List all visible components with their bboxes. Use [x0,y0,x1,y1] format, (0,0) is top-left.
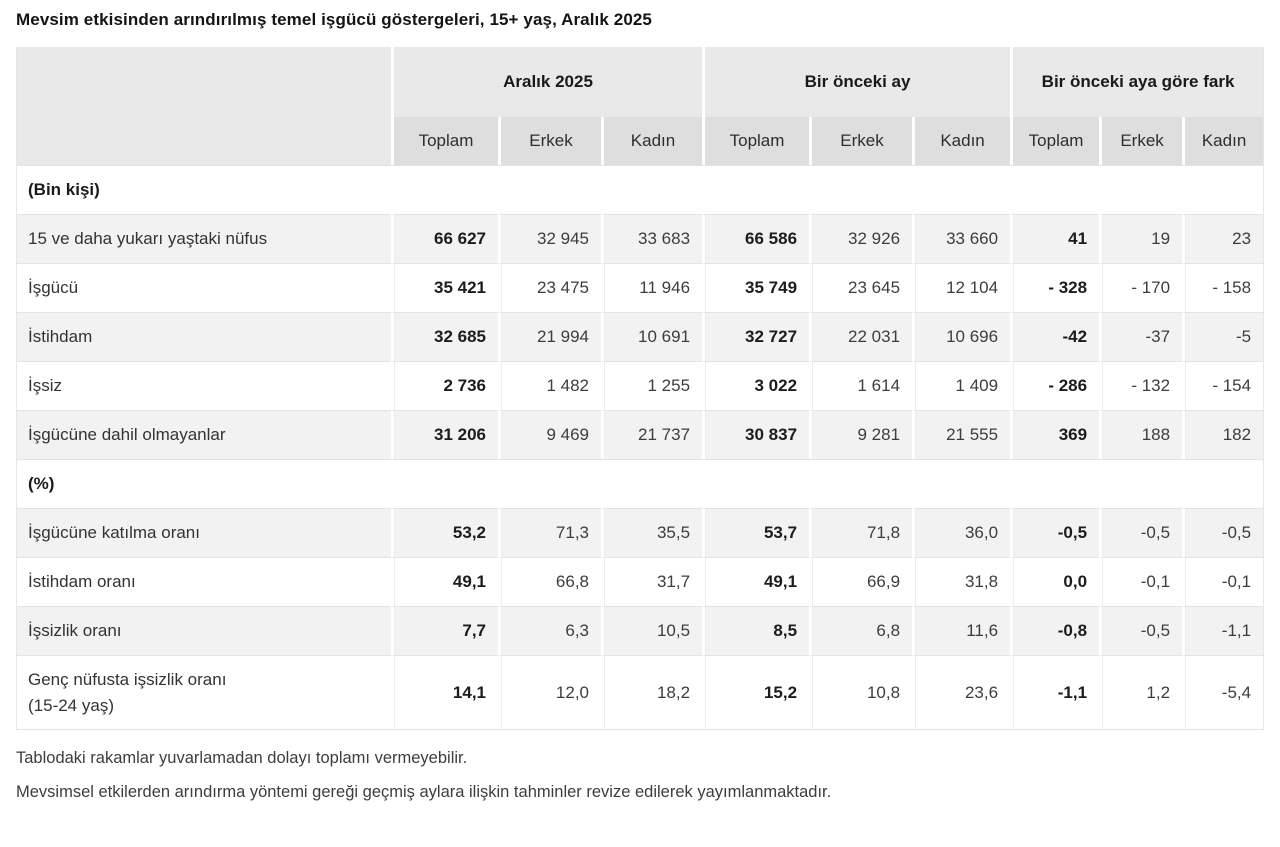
table-row-isgucu [17,263,1263,312]
cell-value: 10 696 [912,312,1010,361]
row-label: İstihdam oranı [17,557,391,606]
cell-value: 22 031 [809,312,912,361]
cell-value: 15,2 [702,655,809,729]
footnotes [16,749,1264,802]
cell-value: 32 685 [391,312,498,361]
cell-value: 12,0 [498,655,601,729]
cell-value: 9 281 [809,410,912,459]
cell-value: - 286 [1010,361,1099,410]
corner-cell [17,47,391,165]
cell-value: - 328 [1010,263,1099,312]
cell-value: 23 [1182,214,1263,263]
column-group-label: Bir önceki aya göre fark [1041,71,1235,91]
cell-value: 49,1 [702,557,809,606]
cell-value: -0,5 [1099,508,1182,557]
row-label: İşgücüne katılma oranı [17,508,391,557]
cell-value: -1,1 [1010,655,1099,729]
section-label: (Bin kişi) [17,165,1263,214]
row-label: İşgücü [17,263,391,312]
col-header-kadin: Kadın [601,117,702,165]
cell-value: 18,2 [601,655,702,729]
cell-value: 66 586 [702,214,809,263]
cell-value: 35,5 [601,508,702,557]
cell-value: -5 [1182,312,1263,361]
row-label-line1: Genç nüfusta işsizlik oranı [28,670,227,689]
col-header-toplam: Toplam [391,117,498,165]
cell-value: 35 749 [702,263,809,312]
cell-value: 33 660 [912,214,1010,263]
cell-value: - 158 [1182,263,1263,312]
cell-value: 53,7 [702,508,809,557]
cell-value: -0,1 [1182,557,1263,606]
cell-value: 6,3 [498,606,601,655]
col-header-kadin: Kadın [912,117,1010,165]
cell-value: 11,6 [912,606,1010,655]
cell-value: 10 691 [601,312,702,361]
cell-value: 6,8 [809,606,912,655]
cell-value: 23,6 [912,655,1010,729]
section-header-yuzde [17,459,1263,508]
column-group-header-row [17,47,1263,117]
cell-value: 8,5 [702,606,809,655]
cell-value: 33 683 [601,214,702,263]
row-label: İşsizlik oranı [17,606,391,655]
cell-value: 30 837 [702,410,809,459]
cell-value: 1 614 [809,361,912,410]
cell-value: 1 409 [912,361,1010,410]
table-row-katilma-orani [17,508,1263,557]
cell-value: 23 645 [809,263,912,312]
cell-value: 66 627 [391,214,498,263]
section-header-bin-kisi [17,165,1263,214]
cell-value: -0,5 [1010,508,1099,557]
column-group-label: Aralık 2025 [503,71,593,91]
row-label-line2: (15-24 yaş) [28,695,114,715]
cell-value: 7,7 [391,606,498,655]
cell-value: 2 736 [391,361,498,410]
page-title: Mevsim etkisinden arındırılmış temel işgücü göstergeleri, 15+ yaş, Aralık 2025 [16,10,652,29]
cell-value: -0,5 [1099,606,1182,655]
cell-value: - 132 [1099,361,1182,410]
column-group-aralik-2025 [391,47,702,117]
cell-value: - 154 [1182,361,1263,410]
cell-value: 369 [1010,410,1099,459]
row-label: İstihdam [17,312,391,361]
cell-value: 66,8 [498,557,601,606]
cell-value: 1 482 [498,361,601,410]
cell-value: 31,7 [601,557,702,606]
table-row-nufus [17,214,1263,263]
col-header-erkek: Erkek [498,117,601,165]
cell-value: 188 [1099,410,1182,459]
table-row-istihdam-orani [17,557,1263,606]
column-group-label: Bir önceki ay [804,71,911,91]
col-header-toplam: Toplam [702,117,809,165]
table-row-issiz [17,361,1263,410]
cell-value: 19 [1099,214,1182,263]
col-header-erkek: Erkek [1099,117,1182,165]
col-header-kadin: Kadın [1182,117,1263,165]
cell-value: 21 555 [912,410,1010,459]
cell-value: 1 255 [601,361,702,410]
cell-value: 10,8 [809,655,912,729]
cell-value: 3 022 [702,361,809,410]
section-label: (%) [17,459,1263,508]
cell-value: 71,8 [809,508,912,557]
cell-value: 41 [1010,214,1099,263]
footnote-revision: Mevsimsel etkilerden arındırma yöntemi gereği geçmiş aylara ilişkin tahminler revize edilerek yayımlanmaktadır. [16,783,832,801]
table-row-dahil-olmayanlar [17,410,1263,459]
cell-value: 53,2 [391,508,498,557]
footnote-rounding: Tablodaki rakamlar yuvarlamadan dolayı toplamı vermeyebilir. [16,749,468,767]
row-label: 15 ve daha yukarı yaştaki nüfus [17,214,391,263]
cell-value: 36,0 [912,508,1010,557]
table-row-genc-issizlik-orani [17,655,1263,729]
col-header-erkek: Erkek [809,117,912,165]
cell-value: -0,5 [1182,508,1263,557]
cell-value: -5,4 [1182,655,1263,729]
col-header-toplam: Toplam [1010,117,1099,165]
cell-value: -1,1 [1182,606,1263,655]
cell-value: 32 945 [498,214,601,263]
cell-value: 49,1 [391,557,498,606]
cell-value: -37 [1099,312,1182,361]
labour-force-table [16,47,1264,730]
column-group-onceki-ay [702,47,1010,117]
cell-value: 32 926 [809,214,912,263]
cell-value: 14,1 [391,655,498,729]
cell-value: -0,8 [1010,606,1099,655]
table-row-istihdam [17,312,1263,361]
row-label: İşgücüne dahil olmayanlar [17,410,391,459]
cell-value: 31 206 [391,410,498,459]
cell-value: 21 737 [601,410,702,459]
cell-value: 11 946 [601,263,702,312]
cell-value: - 170 [1099,263,1182,312]
cell-value: 66,9 [809,557,912,606]
cell-value: 1,2 [1099,655,1182,729]
cell-value: 0,0 [1010,557,1099,606]
cell-value: 10,5 [601,606,702,655]
cell-value: 21 994 [498,312,601,361]
cell-value: 9 469 [498,410,601,459]
cell-value: 32 727 [702,312,809,361]
table-row-issizlik-orani [17,606,1263,655]
cell-value: 182 [1182,410,1263,459]
cell-value: 31,8 [912,557,1010,606]
cell-value: -0,1 [1099,557,1182,606]
cell-value: 12 104 [912,263,1010,312]
cell-value: -42 [1010,312,1099,361]
cell-value: 71,3 [498,508,601,557]
row-label [17,655,391,729]
column-group-fark [1010,47,1263,117]
cell-value: 23 475 [498,263,601,312]
cell-value: 35 421 [391,263,498,312]
row-label: İşsiz [17,361,391,410]
